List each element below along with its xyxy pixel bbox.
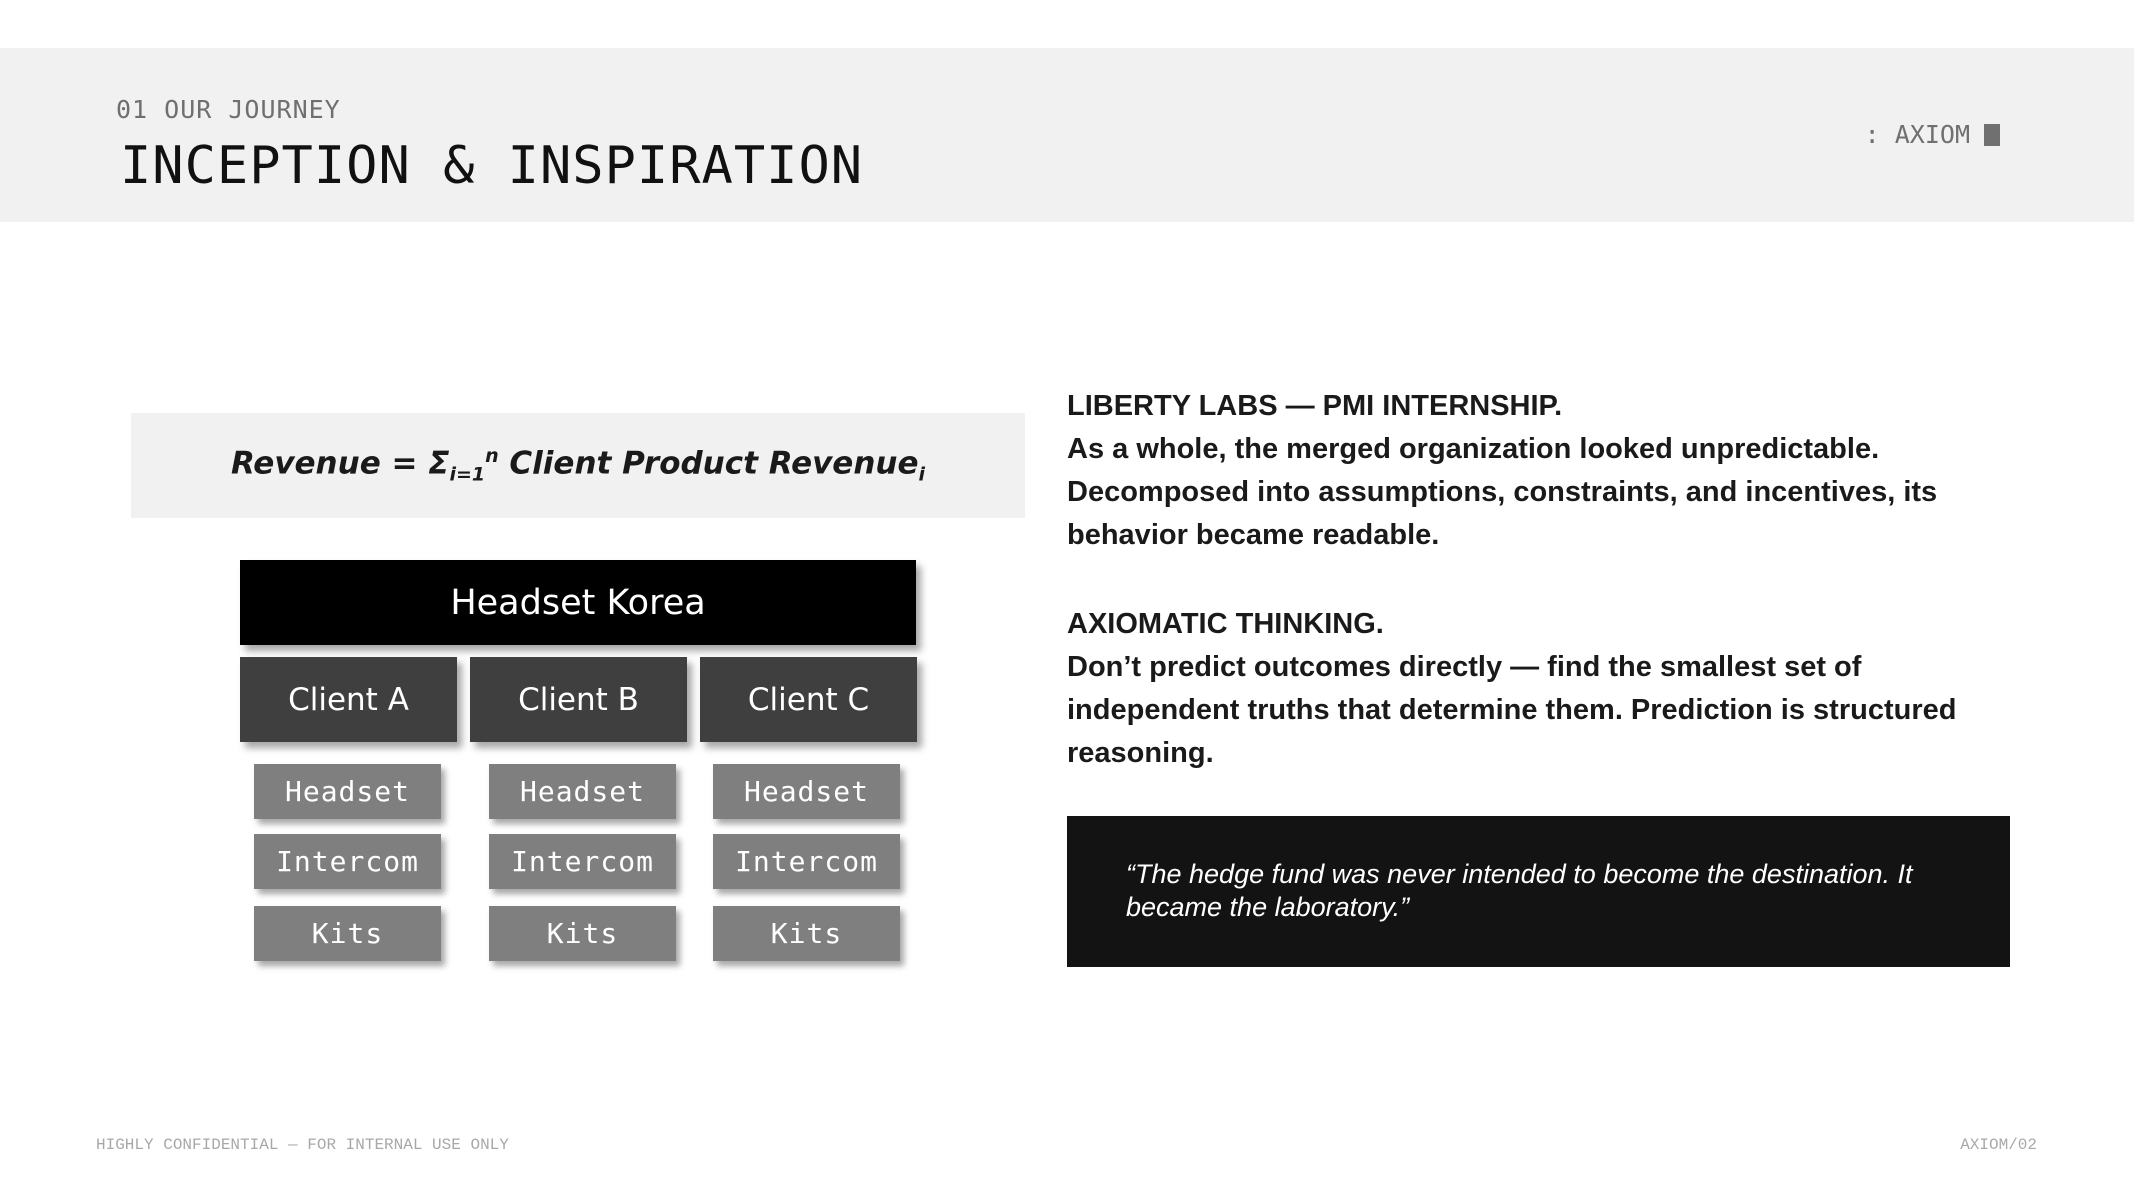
client-node: Client A	[240, 657, 457, 742]
product-node: Intercom	[489, 834, 676, 889]
block-body: As a whole, the merged organization looked unpredictable. Decomposed into assumptions, constraints, and incentives, its behavior became readable.	[1067, 433, 1938, 551]
product-node: Headset	[489, 764, 676, 819]
narrative-text	[1067, 385, 2007, 775]
page-title: INCEPTION & INSPIRATION	[120, 136, 864, 196]
block-heading: AXIOMATIC THINKING.	[1067, 608, 1384, 640]
formula-sum-lower: i=1	[449, 463, 486, 486]
product-node: Headset	[254, 764, 441, 819]
revenue-formula	[231, 445, 925, 486]
brand-name: : AXIOM	[1864, 120, 1970, 149]
formula-sum-upper: n	[485, 445, 499, 468]
formula-lhs: Revenue = Σ	[230, 445, 450, 482]
brand-mark	[1865, 120, 2000, 149]
hierarchy-root-node: Headset Korea	[240, 560, 916, 645]
confidential-notice: HIGHLY CONFIDENTIAL — FOR INTERNAL USE ONLY	[96, 1136, 509, 1154]
product-node: Kits	[254, 906, 441, 961]
page-reference: AXIOM/02	[1960, 1136, 2037, 1154]
formula-term-index: i	[918, 463, 926, 486]
block-heading: LIBERTY LABS — PMI INTERNSHIP.	[1067, 390, 1563, 422]
product-node: Intercom	[713, 834, 900, 889]
section-label: 01 OUR JOURNEY	[116, 95, 341, 124]
product-node: Intercom	[254, 834, 441, 889]
client-node: Client B	[470, 657, 687, 742]
block-body: Don’t predict outcomes directly — find the smallest set of independent truths that determine them. Prediction is structured reasoning.	[1067, 651, 1957, 769]
quote-text: “The hedge fund was never intended to become the destination. It became the laboratory.”	[1126, 859, 1913, 922]
cursor-block-icon	[1984, 124, 2000, 146]
product-node: Headset	[713, 764, 900, 819]
formula-term: Client Product Revenue	[498, 445, 919, 482]
quote-box	[1067, 816, 2010, 967]
client-node: Client C	[700, 657, 917, 742]
product-node: Kits	[713, 906, 900, 961]
product-node: Kits	[489, 906, 676, 961]
revenue-formula-box	[131, 413, 1025, 518]
